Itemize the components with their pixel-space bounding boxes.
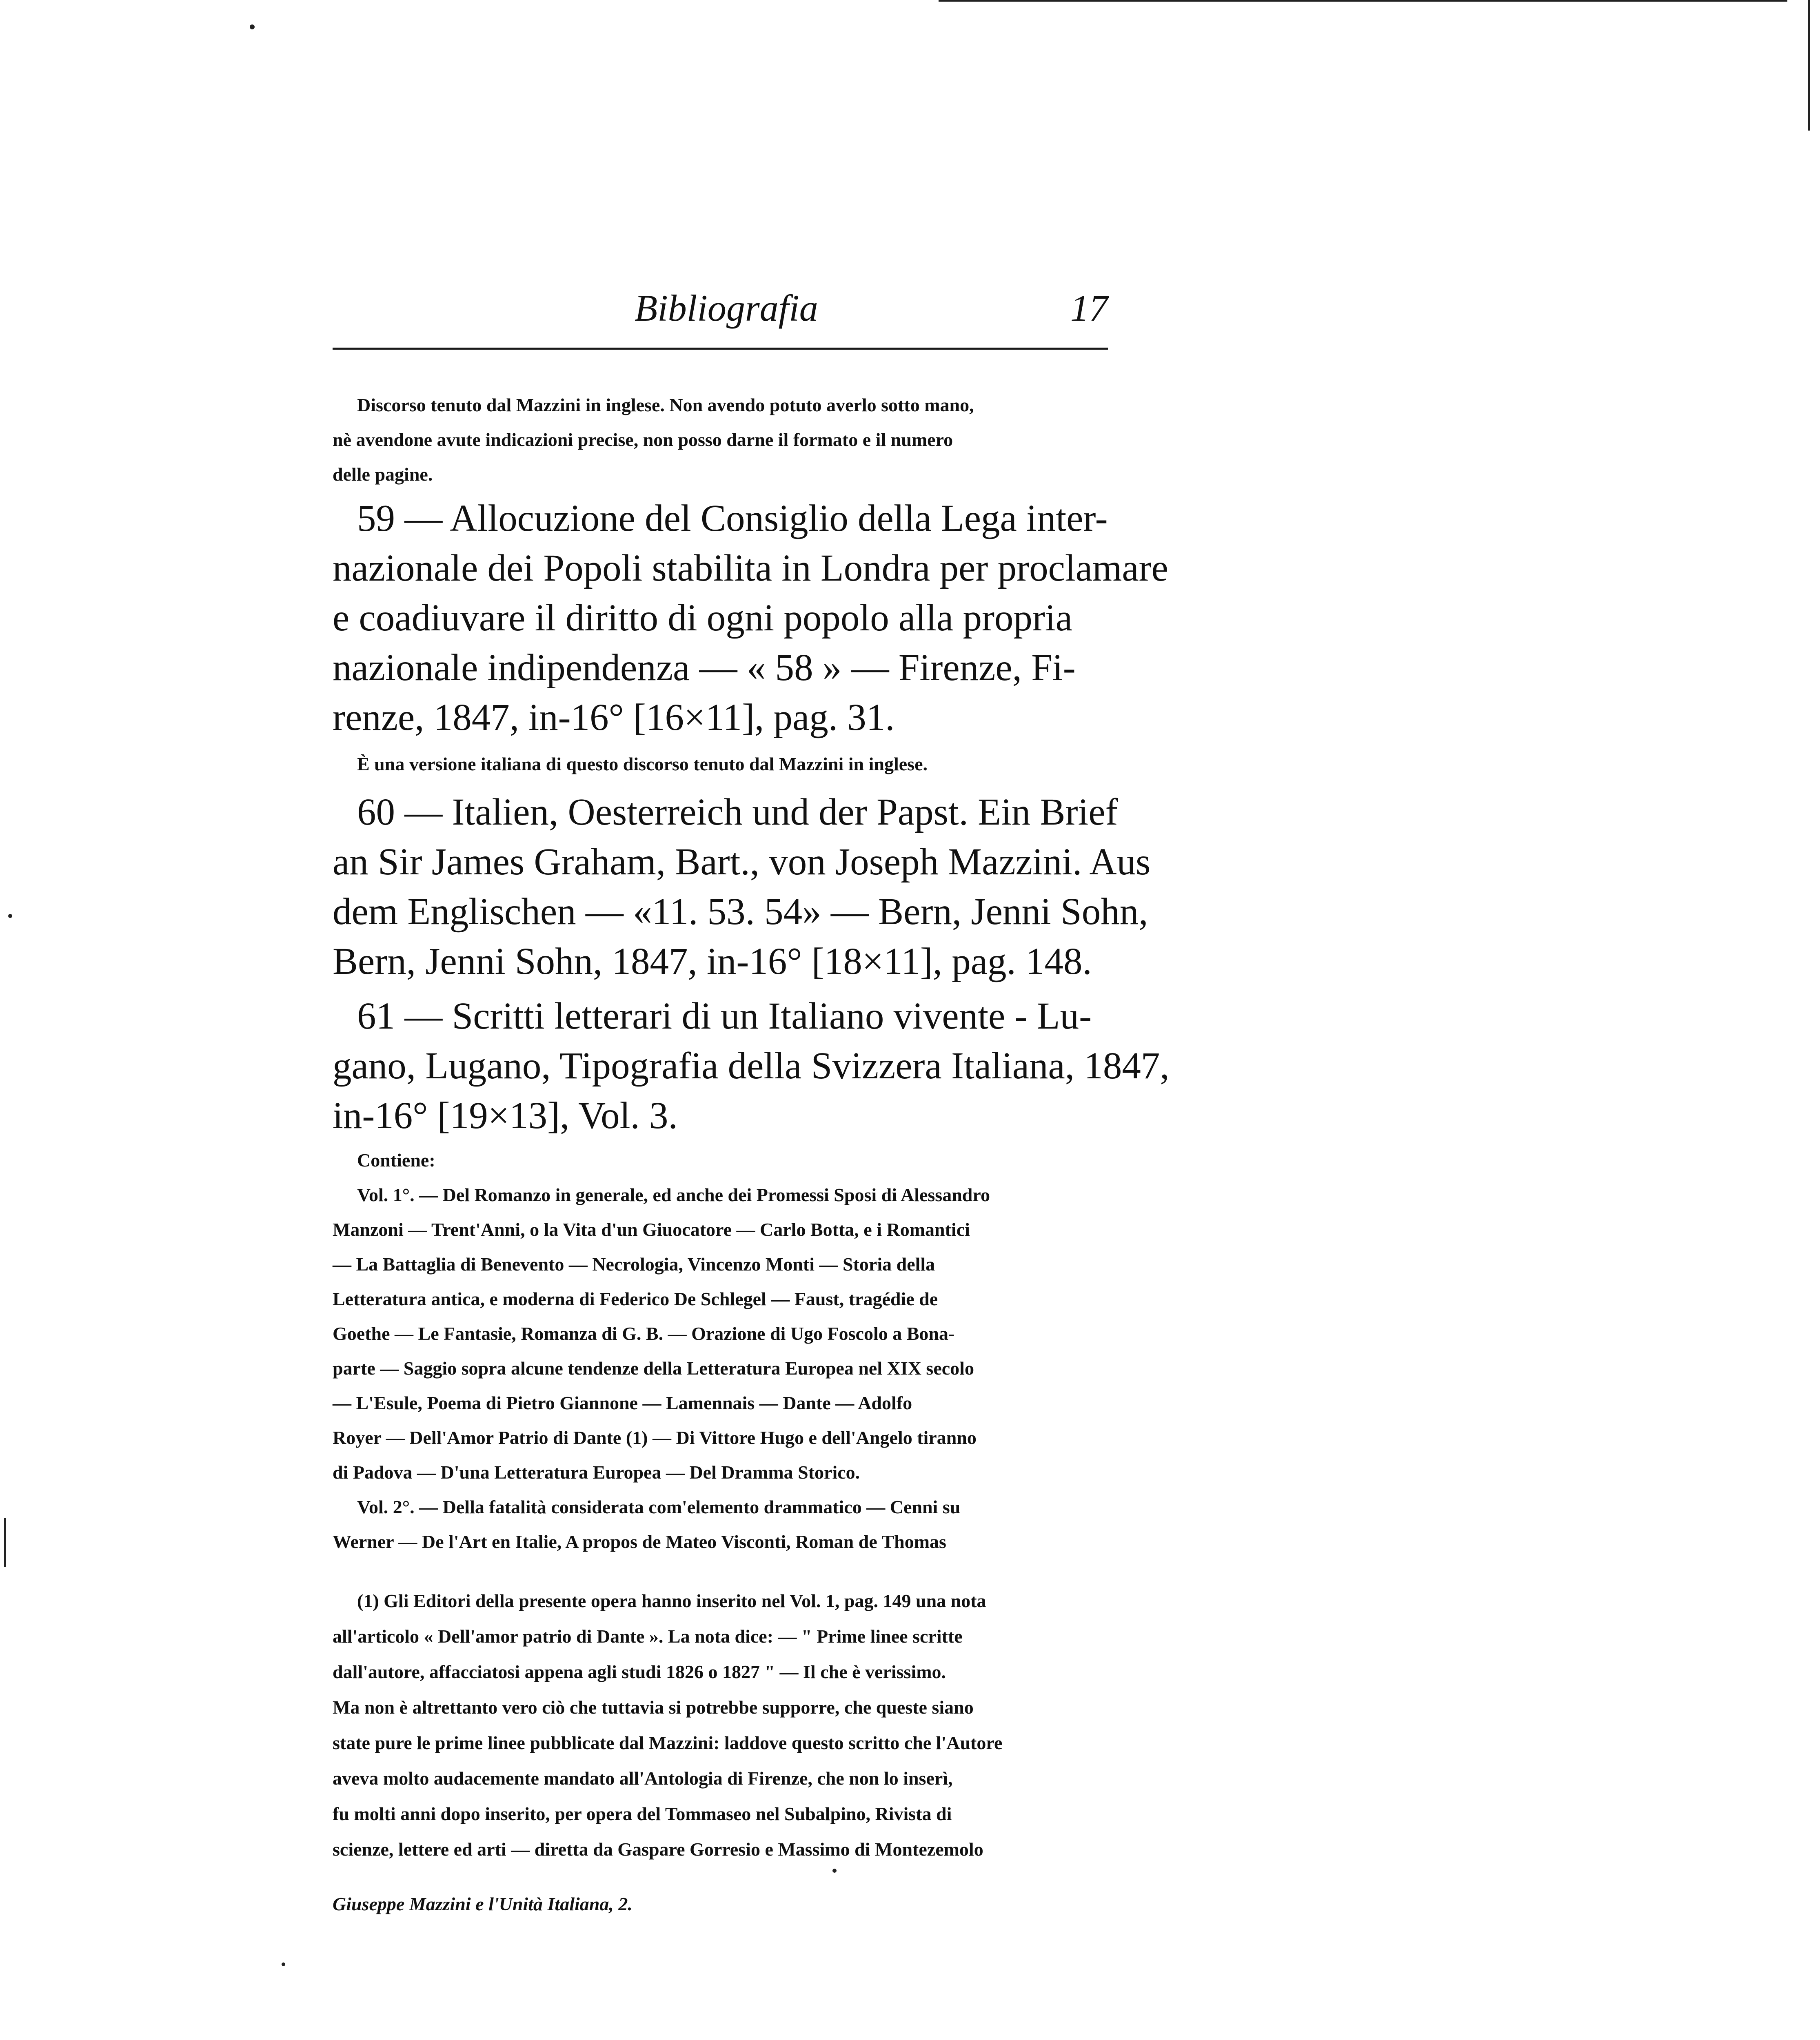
running-head: Bibliografia bbox=[635, 287, 818, 329]
page-number: 17 bbox=[1070, 287, 1108, 329]
scan-speck bbox=[250, 24, 255, 29]
entry-line: in-16° [19×13], Vol. 3. bbox=[333, 1095, 678, 1137]
contents-line: Letteratura antica, e moderna di Federico De Schlegel — Faust, tragédie de bbox=[333, 1288, 938, 1309]
entry-59 bbox=[333, 494, 1168, 781]
entry-line: 60 — Italien, Oesterreich und der Papst. Ein Brief bbox=[357, 791, 1118, 833]
entry-note: È una versione italiana di questo discorso tenuto dal Mazzini in inglese. bbox=[357, 754, 928, 774]
footnote-line: state pure le prime linee pubblicate dal Mazzini: laddove questo scritto che l'Autore bbox=[333, 1732, 1003, 1753]
page-header bbox=[333, 286, 1108, 343]
footnote-line: dall'autore, affacciatosi appena agli studi 1826 o 1827 " — Il che è verissimo. bbox=[333, 1661, 946, 1682]
footnote-line: fu molti anni dopo inserito, per opera del Tommaseo nel Subalpino, Rivista di bbox=[333, 1803, 952, 1824]
entry-line: an Sir James Graham, Bart., von Joseph Mazzini. Aus bbox=[333, 841, 1151, 883]
contents-line: — La Battaglia di Benevento — Necrologia, Vincenzo Monti — Storia della bbox=[333, 1254, 935, 1275]
header-rule bbox=[333, 348, 1108, 350]
entry-60 bbox=[333, 787, 1151, 987]
intro-note-line: nè avendone avute indicazioni precise, non posso darne il formato e il numero bbox=[333, 429, 953, 450]
contents-line: Vol. 1°. — Del Romanzo in generale, ed anche dei Promessi Sposi di Alessandro bbox=[357, 1184, 990, 1205]
entry-line: dem Englischen — «11. 53. 54» — Bern, Jenni Sohn, bbox=[333, 891, 1148, 933]
contents-line: Goethe — Le Fantasie, Romanza di G. B. — Orazione di Ugo Foscolo a Bona- bbox=[333, 1323, 955, 1344]
contains-label: Contiene: bbox=[357, 1150, 435, 1171]
contents-line: Vol. 2°. — Della fatalità considerata com'elemento drammatico — Cenni su bbox=[357, 1497, 961, 1517]
entry-line: nazionale dei Popoli stabilita in Londra per proclamare bbox=[333, 547, 1168, 589]
intro-note-line: delle pagine. bbox=[333, 464, 433, 485]
contents-line: — L'Esule, Poema di Pietro Giannone — Lamennais — Dante — Adolfo bbox=[333, 1393, 912, 1413]
entry-line: nazionale indipendenza — « 58 » — Firenze, Fi- bbox=[333, 647, 1076, 689]
signature-line: Giuseppe Mazzini e l'Unità Italiana, 2. bbox=[333, 1894, 633, 1914]
contents-line: parte — Saggio sopra alcune tendenze della Letteratura Europea nel XIX secolo bbox=[333, 1358, 974, 1379]
footnote-line: (1) Gli Editori della presente opera hanno inserito nel Vol. 1, pag. 149 una nota bbox=[357, 1590, 986, 1611]
footnote-line: all'articolo « Dell'amor patrio di Dante ». La nota dice: — " Prime linee scritte bbox=[333, 1626, 963, 1647]
intro-note-line: Discorso tenuto dal Mazzini in inglese. Non avendo potuto averlo sotto mano, bbox=[357, 395, 974, 415]
intro-note bbox=[333, 388, 1108, 492]
entry-line: e coadiuvare il diritto di ogni popolo alla propria bbox=[333, 597, 1073, 639]
entry-line: Bern, Jenni Sohn, 1847, in-16° [18×11], pag. 148. bbox=[333, 940, 1092, 982]
footnote-line: aveva molto audacemente mandato all'Antologia di Firenze, che non lo inserì, bbox=[333, 1768, 953, 1789]
footnote-line: Ma non è altrettanto vero ciò che tuttavia si potrebbe supporre, che queste siano bbox=[333, 1697, 974, 1718]
entry-line: 61 — Scritti letterari di un Italiano vivente - Lu- bbox=[357, 995, 1092, 1037]
contents-line: Werner — De l'Art en Italie, A propos de Mateo Visconti, Roman de Thomas bbox=[333, 1531, 946, 1552]
footnote-line: scienze, lettere ed arti — diretta da Gaspare Gorresio e Massimo di Montezemolo bbox=[333, 1839, 983, 1860]
entry-line: renze, 1847, in-16° [16×11], pag. 31. bbox=[333, 696, 895, 738]
scan-speck bbox=[832, 1869, 837, 1873]
contents-line: Manzoni — Trent'Anni, o la Vita d'un Giuocatore — Carlo Botta, e i Romantici bbox=[333, 1219, 970, 1240]
scan-edge-mark bbox=[1808, 0, 1810, 131]
scan-edge-mark bbox=[939, 0, 1787, 2]
footnote bbox=[333, 1583, 1108, 1867]
entry-line: gano, Lugano, Tipografia della Svizzera Italiana, 1847, bbox=[333, 1045, 1170, 1087]
scan-speck bbox=[8, 914, 12, 918]
contents-line: Royer — Dell'Amor Patrio di Dante (1) — Di Vittore Hugo e dell'Angelo tiranno bbox=[333, 1427, 977, 1448]
entry-61 bbox=[333, 991, 1170, 1559]
entry-line: 59 — Allocuzione del Consiglio della Lega inter- bbox=[357, 497, 1108, 539]
scan-speck bbox=[282, 1962, 285, 1966]
contents-line: di Padova — D'una Letteratura Europea — Del Dramma Storico. bbox=[333, 1462, 860, 1483]
scan-edge-mark bbox=[4, 1518, 6, 1567]
